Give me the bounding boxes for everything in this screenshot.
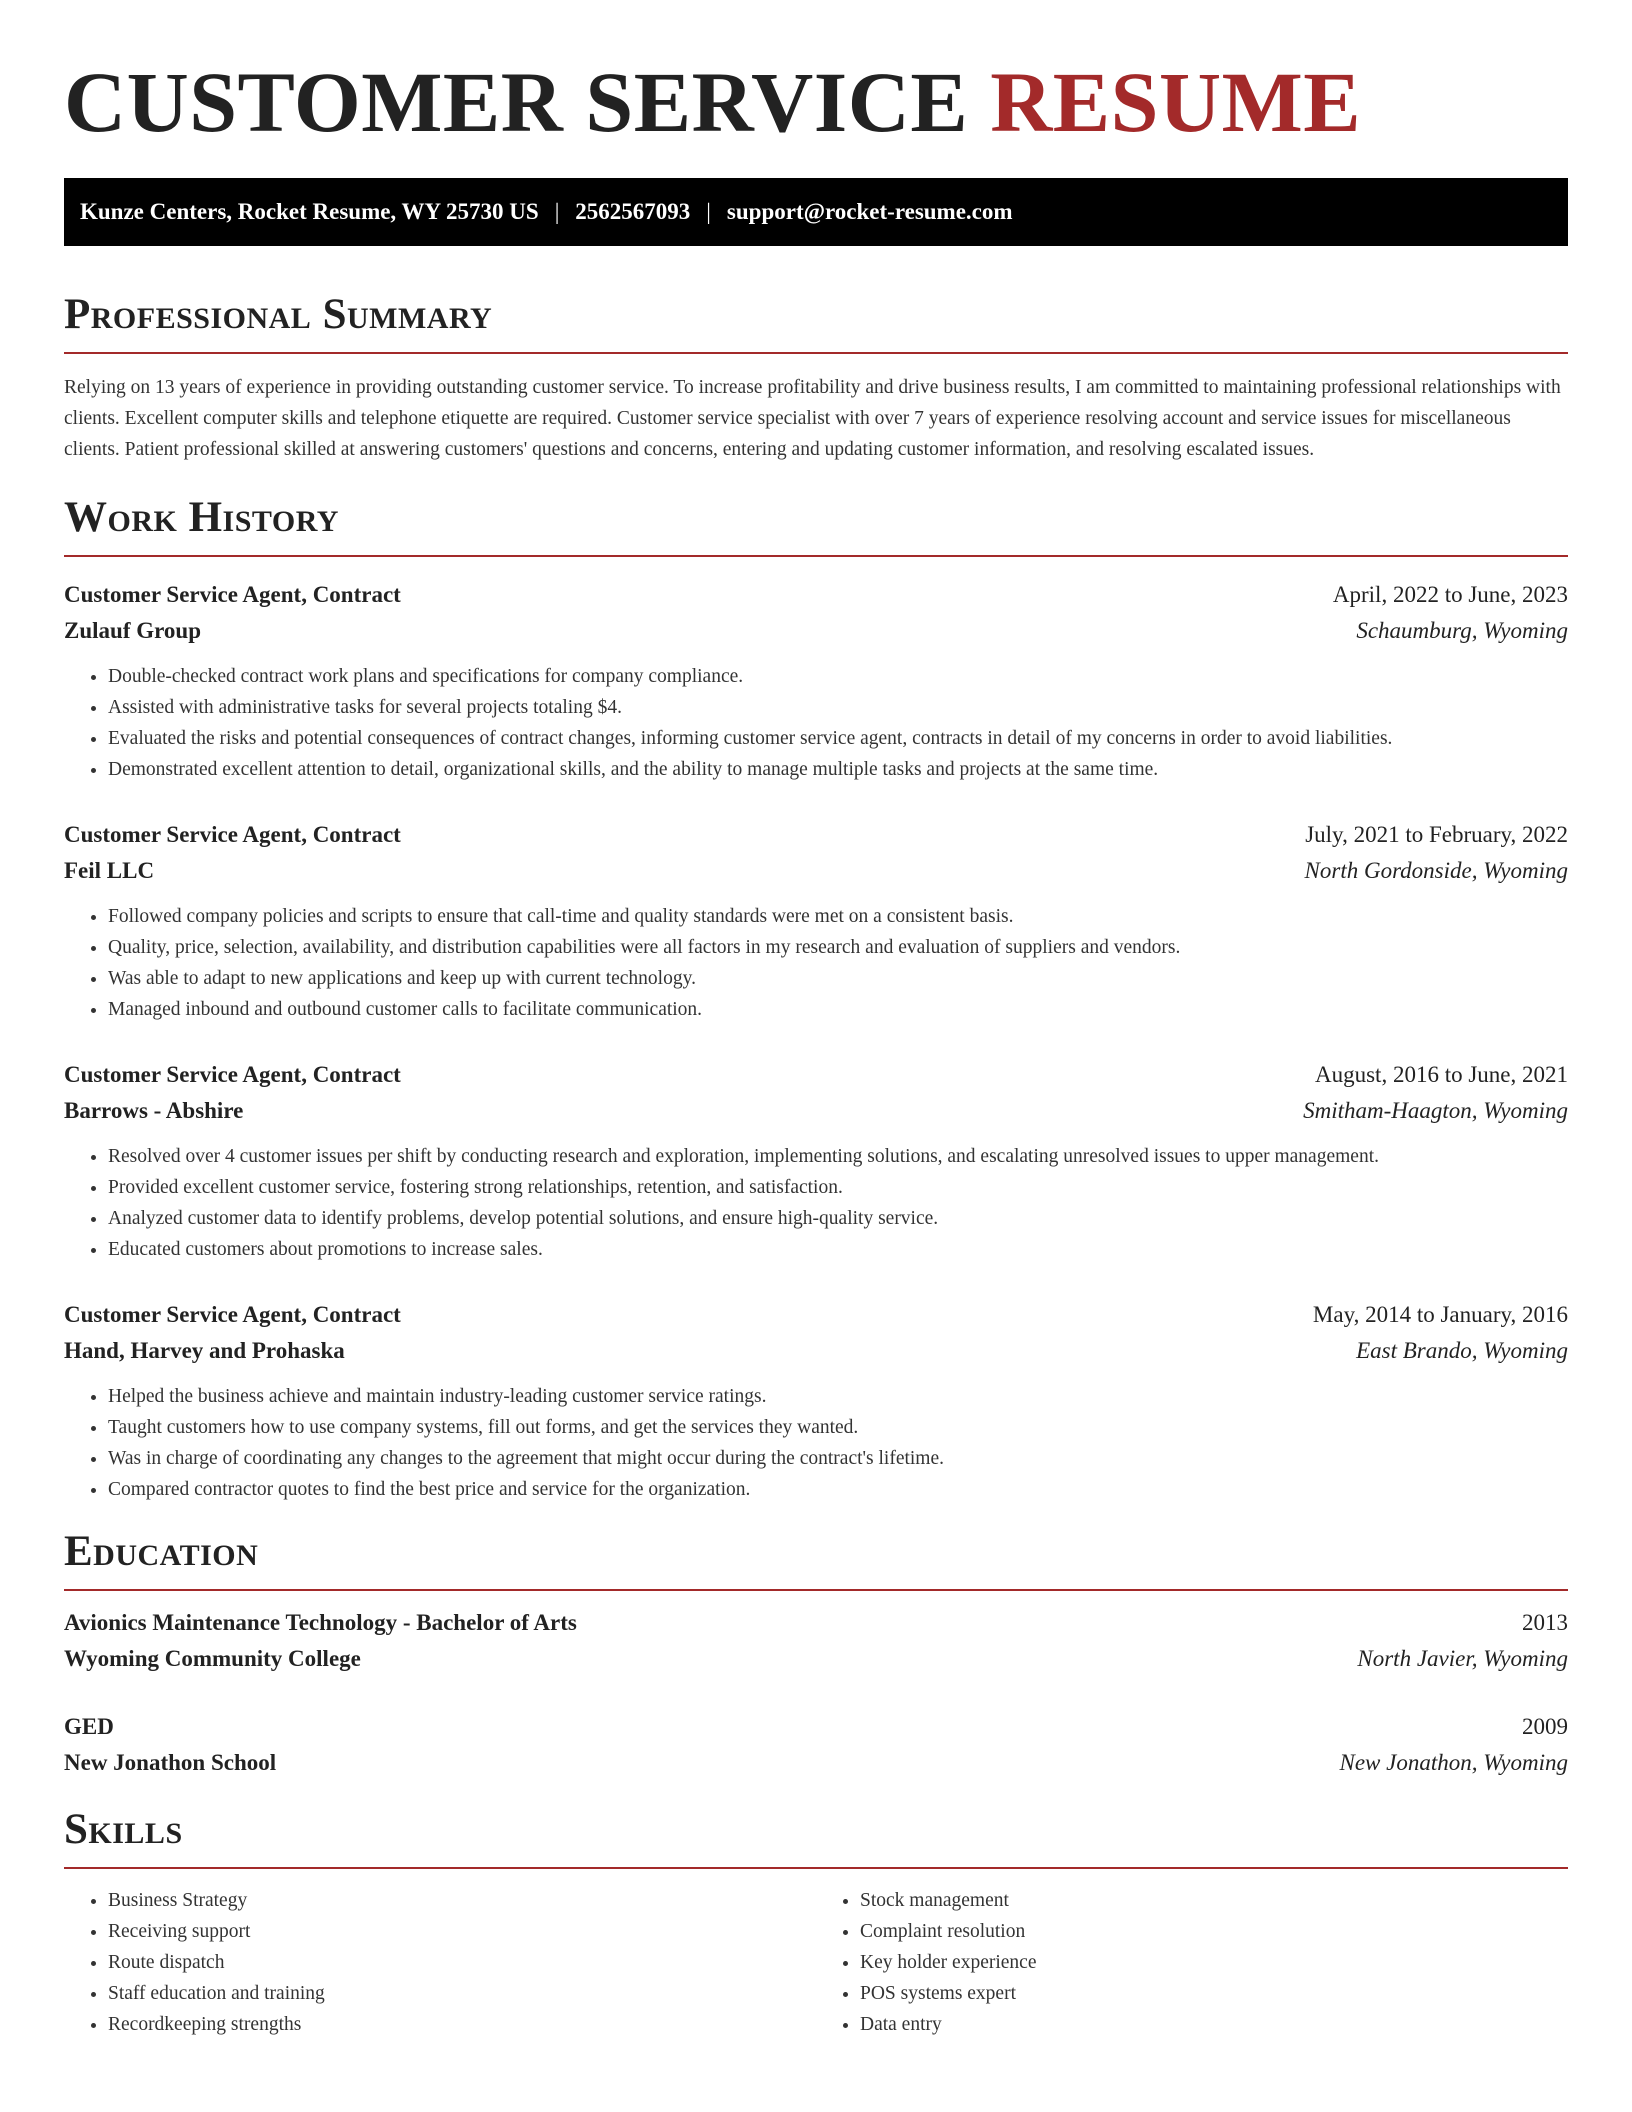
contact-address: Kunze Centers, Rocket Resume, WY 25730 US (80, 199, 539, 224)
job-dates: April, 2022 to June, 2023 (1332, 582, 1568, 607)
job-title: Customer Service Agent, Contract (64, 1302, 401, 1327)
skill-item: • POS systems expert (860, 1978, 1568, 2009)
skills-section (64, 1805, 1568, 2040)
section-heading-summary: Professional Summary (64, 291, 493, 338)
skill-item: • Data entry (860, 2009, 1568, 2040)
education-school: Wyoming Community College (64, 1646, 361, 1671)
job-location: East Brando, Wyoming (1356, 1338, 1568, 1363)
job-bullet: • Managed inbound and outbound customer calls to facilitate communication. (108, 994, 1568, 1025)
education-year: 2009 (1522, 1714, 1568, 1739)
section-heading-education: Education (64, 1528, 259, 1575)
contact-phone: 2562567093 (575, 199, 691, 224)
section-divider (64, 352, 1568, 354)
skills-column-left (64, 1885, 816, 2040)
job-location: Schaumburg, Wyoming (1356, 618, 1568, 643)
education-year: 2013 (1522, 1610, 1568, 1635)
job-dates: July, 2021 to February, 2022 (1305, 822, 1568, 847)
job-company: Zulauf Group (64, 618, 201, 643)
job-bullet: • Evaluated the risks and potential consequences of contract changes, informing customer service agent, contracts in detail of my concerns in order to avoid liabilities. (108, 723, 1568, 754)
section-divider (64, 1867, 1568, 1869)
job-bullet: • Assisted with administrative tasks for several projects totaling $4. (108, 692, 1568, 723)
contact-separator: | (706, 199, 711, 224)
summary-text: Relying on 13 years of experience in providing outstanding customer service. To increase profitability and drive business results, I am committed to maintaining professional relationships with clients. Excellent computer skills and telephone etiquette are required. Customer service specialist with over 7 years of experience resolving account and service issues for miscellaneous clients. Patient professional skilled at answering customers' questions and concerns, entering and updating customer information, and resolving escalated issues. (64, 377, 1561, 460)
education-degree: Avionics Maintenance Technology - Bachelor of Arts (64, 1610, 577, 1635)
contact-email: support@rocket-resume.com (726, 199, 1013, 224)
job-title: Customer Service Agent, Contract (64, 822, 401, 847)
job-title: Customer Service Agent, Contract (64, 582, 401, 607)
skill-item: • Stock management (860, 1885, 1568, 1916)
job-bullet: • Quality, price, selection, availability, and distribution capabilities were all factors in my research and evaluation of suppliers and vendors. (108, 932, 1568, 963)
job-bullet: • Was in charge of coordinating any changes to the agreement that might occur during the contract's lifetime. (108, 1443, 1568, 1474)
section-heading-work-history: Work History (64, 494, 339, 541)
education-section (64, 1527, 1568, 1781)
job-bullets (64, 1381, 1568, 1505)
education-school: New Jonathon School (64, 1750, 277, 1775)
job-bullet: • Provided excellent customer service, fostering strong relationships, retention, and satisfaction. (108, 1172, 1568, 1203)
job-bullet: • Compared contractor quotes to find the best price and service for the organization. (108, 1474, 1568, 1505)
skills-column-right (816, 1885, 1568, 2040)
education-entry (64, 1605, 1568, 1677)
contact-separator: | (554, 199, 560, 224)
job-bullet: • Resolved over 4 customer issues per shift by conducting research and exploration, implementing solutions, and escalating unresolved issues to upper management. (108, 1141, 1568, 1172)
title-accent: RESUME (990, 54, 1362, 150)
job-bullet: • Double-checked contract work plans and specifications for company compliance. (108, 661, 1568, 692)
job-bullet: • Educated customers about promotions to increase sales. (108, 1234, 1568, 1265)
job-dates: August, 2016 to June, 2021 (1315, 1062, 1568, 1087)
education-entry (64, 1709, 1568, 1781)
job-entry (64, 817, 1568, 1025)
job-bullets (64, 1141, 1568, 1265)
job-bullet: • Was able to adapt to new applications and keep up with current technology. (108, 963, 1568, 994)
job-bullet: • Demonstrated excellent attention to detail, organizational skills, and the ability to manage multiple tasks and projects at the same time. (108, 754, 1568, 785)
resume-title (64, 52, 1568, 152)
section-heading-skills: Skills (64, 1806, 183, 1853)
job-company: Barrows - Abshire (64, 1098, 244, 1123)
education-location: New Jonathon, Wyoming (1339, 1750, 1568, 1775)
job-location: Smitham-Haagton, Wyoming (1303, 1098, 1568, 1123)
skill-item: • Business Strategy (108, 1885, 816, 1916)
job-bullet: • Analyzed customer data to identify problems, develop potential solutions, and ensure high-quality service. (108, 1203, 1568, 1234)
job-bullet: • Followed company policies and scripts to ensure that call-time and quality standards were met on a consistent basis. (108, 901, 1568, 932)
title-main: CUSTOMER SERVICE (64, 54, 969, 150)
job-bullet: • Helped the business achieve and maintain industry-leading customer service ratings. (108, 1381, 1568, 1412)
job-entry (64, 1297, 1568, 1505)
job-bullets (64, 901, 1568, 1025)
job-title: Customer Service Agent, Contract (64, 1062, 401, 1087)
summary-section (64, 290, 1568, 465)
job-bullet: • Taught customers how to use company systems, fill out forms, and get the services they wanted. (108, 1412, 1568, 1443)
skill-item: • Receiving support (108, 1916, 816, 1947)
skill-item: • Staff education and training (108, 1978, 816, 2009)
job-entry (64, 1057, 1568, 1265)
skills-grid (64, 1885, 1568, 2040)
education-location: North Javier, Wyoming (1357, 1646, 1568, 1671)
skill-item: • Complaint resolution (860, 1916, 1568, 1947)
job-bullets (64, 661, 1568, 785)
section-divider (64, 1589, 1568, 1591)
work-history-section (64, 493, 1568, 1505)
contact-bar (64, 178, 1568, 246)
job-entry (64, 577, 1568, 785)
skill-item: • Key holder experience (860, 1947, 1568, 1978)
job-company: Hand, Harvey and Prohaska (64, 1338, 345, 1363)
job-company: Feil LLC (64, 858, 155, 883)
skill-item: • Recordkeeping strengths (108, 2009, 816, 2040)
section-divider (64, 555, 1568, 557)
education-degree: GED (64, 1714, 114, 1739)
job-location: North Gordonside, Wyoming (1304, 858, 1568, 883)
job-dates: May, 2014 to January, 2016 (1312, 1302, 1568, 1327)
skill-item: • Route dispatch (108, 1947, 816, 1978)
